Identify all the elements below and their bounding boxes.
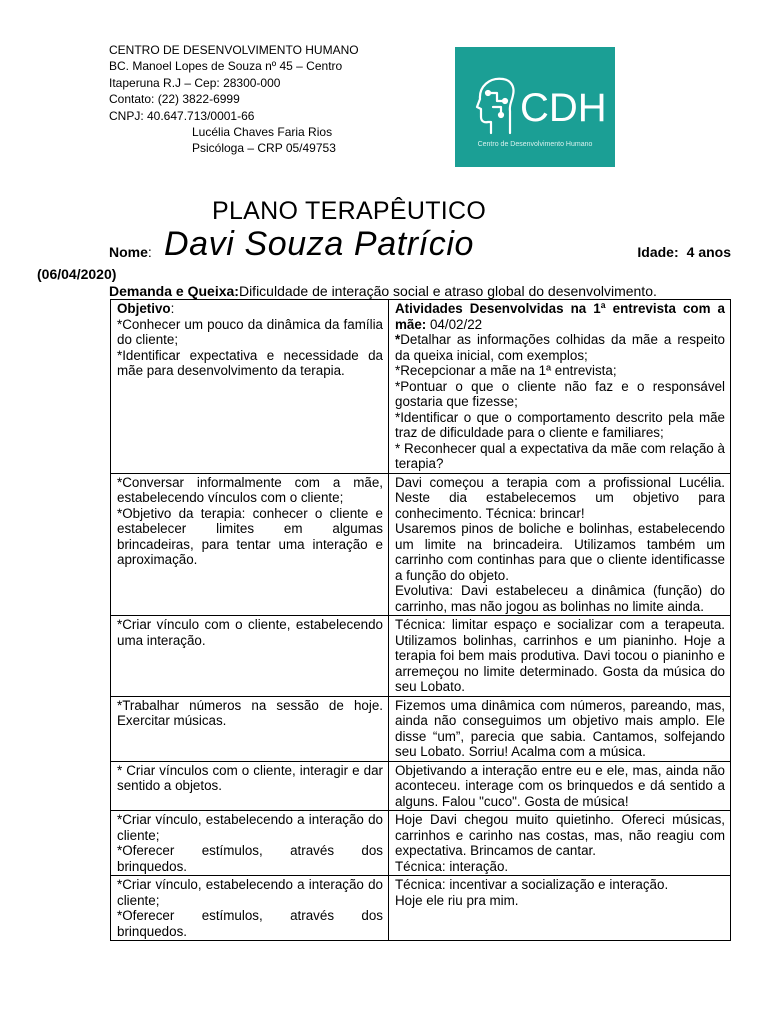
table-row (111, 696, 731, 761)
name-label-wrap (109, 244, 152, 260)
table-row (111, 300, 731, 474)
cell-paragraph (395, 301, 725, 332)
cell-text: *Criar vínculo com o cliente, estabelecendo uma interação. (117, 617, 383, 648)
cell-paragraph (117, 877, 383, 908)
therapy-plan-table (110, 299, 731, 941)
objective-cell (111, 876, 389, 941)
professional-name: Lucélia Chaves Faria Rios (192, 125, 333, 140)
cell-paragraph (117, 475, 383, 506)
head-profile-icon (477, 79, 514, 133)
age-value: 4 anos (686, 244, 731, 260)
cell-text: *Identificar expectativa e necessidade da mãe para desenvolvimento da terapia. (117, 347, 383, 378)
cell-paragraph (117, 763, 383, 794)
org-name: CENTRO DE DESENVOLVIMENTO HUMANO (109, 43, 359, 57)
objective-cell (111, 473, 389, 616)
objective-cell (111, 616, 389, 697)
demand-label: Demanda e Queixa (109, 283, 235, 299)
cell-paragraph (395, 332, 725, 363)
letterhead (109, 42, 359, 157)
cell-text: Usaremos pinos de boliche e bolinhas, estabelecendo um limite na brincadeira. Utilizamos também um carrinho com continhas para que o cliente identificasse a função do objeto. (395, 521, 725, 583)
cell-text: * Criar vínculos com o cliente, interagir e dar sentido a objetos. (117, 762, 383, 793)
demand-text: Dificuldade de interação social e atraso global do desenvolvimento. (238, 283, 657, 299)
cell-text: *Criar vínculo, estabelecendo a interação do cliente; (117, 877, 383, 908)
cell-text: * Reconhecer qual a expectativa da mãe com relação à terapia? (395, 440, 725, 471)
cell-paragraph (395, 410, 725, 441)
cell-paragraph (117, 843, 383, 874)
activity-cell (389, 761, 731, 811)
objective-cell (111, 696, 389, 761)
cell-text: *Oferecer estímulos, através dos brinquedos. (117, 908, 383, 939)
cell-paragraph (395, 521, 725, 583)
objective-cell (111, 300, 389, 474)
cell-text: *Conversar informalmente com a mãe, estabelecendo vínculos com o cliente; (117, 474, 383, 505)
activity-cell (389, 876, 731, 941)
cell-paragraph (395, 698, 725, 760)
cell-paragraph (395, 475, 725, 522)
cell-paragraph (395, 812, 725, 859)
cell-text: Davi começou a terapia com a profissional Lucélia. Neste dia estabelecemos um objetivo para conhecimento. Técnica: brincar! (395, 474, 725, 521)
cell-text: Hoje Davi chegou muito quietinho. Ofereci músicas, carrinhos e carinho nas costas, mas, não reagiu com expectativa. Brincamos de cantar. (395, 812, 725, 858)
demand-colon: : (234, 283, 239, 299)
cell-paragraph (395, 893, 725, 909)
cell-paragraph (117, 617, 383, 648)
cell-paragraph (117, 812, 383, 843)
cell-paragraph (395, 583, 725, 614)
cell-text: *Criar vínculo, estabelecendo a interação do cliente; (117, 812, 383, 843)
cell-text: Fizemos uma dinâmica com números, pareando, mas, ainda não conseguimos um objetivo mais amplo. Ele disse “um”, parecia que sabia. Cantamos, solfejando seu Lobato. Sorriu! Acalma com a música. (395, 697, 725, 759)
cell-text: *Identificar o que o comportamento descrito pela mãe traz de dificuldade para o cliente e familiares; (395, 409, 725, 440)
org-address: BC. Manoel Lopes de Souza nº 45 – Centro (109, 59, 343, 74)
name-colon: : (147, 244, 152, 260)
cell-paragraph (395, 617, 725, 695)
table-row (111, 811, 731, 876)
cell-text: Evolutiva: Davi estabeleceu a dinâmica (função) do carrinho, mas não jogou as bolinhas no limite ainda. (395, 583, 725, 614)
demand-line (109, 283, 731, 299)
cell-text: Detalhar as informações colhidas da mãe a respeito da queixa inicial, com exemplos; (395, 332, 725, 363)
cdh-logo (455, 47, 615, 167)
table-row (111, 876, 731, 941)
cell-text: *Trabalhar números na sessão de hoje. Exercitar músicas. (117, 697, 383, 728)
cell-paragraph (117, 698, 383, 729)
cell-text: *Objetivo da terapia: conhecer o cliente e estabelecer limites em algumas brincadeiras, para tentar uma interação e aproximação. (117, 505, 383, 567)
patient-name: Davi Souza Patrício (164, 225, 474, 263)
cell-paragraph (117, 506, 383, 568)
page-title: PLANO TERAPÊUTICO (212, 197, 487, 225)
cell-bold-text: Objetivo (117, 301, 171, 316)
cell-text: *Oferecer estímulos, através dos brinquedos. (117, 843, 383, 874)
logo-tagline: Centro de Desenvolvimento Humano (477, 141, 593, 148)
cell-text: 04/02/22 (426, 316, 483, 332)
cell-paragraph (117, 348, 383, 379)
name-label: Nome (109, 244, 148, 260)
activity-cell (389, 300, 731, 474)
cell-text: Hoje ele riu pra mim. (395, 892, 519, 908)
cell-paragraph (395, 379, 725, 410)
table-row (111, 473, 731, 616)
table-row (111, 616, 731, 697)
org-city: Itaperuna R.J – Cep: 28300-000 (109, 75, 281, 90)
cell-bold-text: * (395, 332, 401, 347)
activity-cell (389, 616, 731, 697)
cell-paragraph (395, 441, 725, 472)
org-cnpj: CNPJ: 40.647.713/0001-66 (109, 108, 255, 123)
objective-cell (111, 761, 389, 811)
cell-text: Técnica: limitar espaço e socializar com a terapeuta. Utilizamos bolinhas, carrinhos e um pianinho. Hoje a terapia foi bem mais produtiva. Davi tocou o pianinho e arremeçou no limite determinado. Gosta da música do seu Lobato. (395, 617, 725, 694)
cell-text: *Pontuar o que o cliente não faz e o responsável gostaria que fizesse; (395, 378, 725, 409)
table-row (111, 761, 731, 811)
cell-text: *Recepcionar a mãe na 1ª entrevista; (395, 363, 617, 378)
activity-cell (389, 811, 731, 876)
cell-paragraph (395, 363, 725, 379)
cell-paragraph (117, 317, 383, 348)
cell-paragraph (117, 908, 383, 939)
activity-cell (389, 696, 731, 761)
cell-text: : (170, 301, 175, 316)
cell-paragraph (395, 877, 725, 893)
org-contact: Contato: (22) 3822-6999 (109, 92, 240, 107)
cell-text: Objetivando a interação entre eu e ele, mas, ainda não aconteceu. interage com os brinquedos e dá sentido a alguns. Falou "cuco". Gosta de música! (395, 762, 725, 809)
professional-role: Psicóloga – CRP 05/49753 (192, 141, 336, 156)
patient-row (109, 225, 731, 265)
cell-paragraph (395, 859, 725, 875)
birth-date: (06/04/2020) (37, 266, 117, 282)
cell-bold-text: Atividades Desenvolvidas na 1ª entrevista com a mãe: (395, 301, 725, 332)
activity-cell (389, 473, 731, 616)
logo-acronym: CDH (520, 86, 607, 130)
cell-text: Técnica: interação. (395, 858, 509, 874)
cell-paragraph (117, 301, 383, 317)
cell-paragraph (395, 763, 725, 810)
age-label: Idade: (637, 244, 679, 260)
age-wrap (637, 244, 731, 260)
cell-text: Técnica: incentivar a socialização e interação. (395, 877, 669, 892)
objective-cell (111, 811, 389, 876)
cell-text: *Conhecer um pouco da dinâmica da família do cliente; (117, 316, 383, 347)
